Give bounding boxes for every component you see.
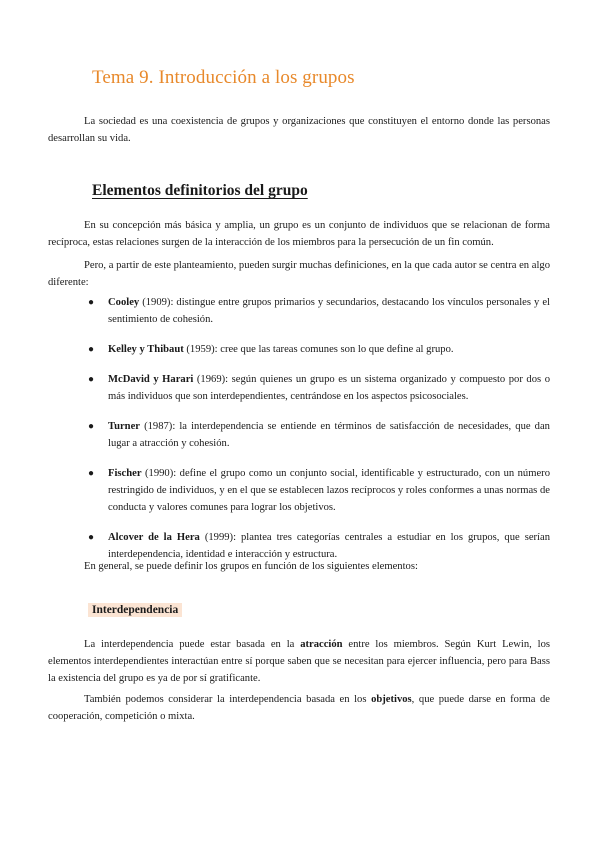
bold-term-objetivos: objetivos bbox=[371, 694, 412, 705]
bullet-icon: ● bbox=[88, 344, 95, 355]
author-name: Turner bbox=[108, 421, 140, 432]
page-title: Tema 9. Introducción a los grupos bbox=[92, 67, 355, 88]
intro-paragraph: La sociedad es una coexistencia de grupos y organizaciones que constituyen el entorno donde las personas desarrollan su vida. bbox=[48, 116, 550, 144]
author-year: (1987) bbox=[139, 421, 173, 432]
author-name: Fischer bbox=[108, 468, 142, 479]
interdependencia-paragraph-1 bbox=[48, 636, 550, 687]
author-text: : según quienes un grupo es un sistema organizado y compuesto por dos o más individuos que son interdependientes, centrándose en los aspectos psicosociales. bbox=[108, 374, 550, 402]
authors-intro-paragraph: Pero, a partir de este planteamiento, pueden surgir muchas definiciones, en la que cada autor se centra en algo diferente: bbox=[48, 260, 550, 288]
author-name: Alcover de la Hera bbox=[108, 532, 200, 543]
author-name: McDavid y Harari bbox=[108, 374, 194, 385]
interdependencia-paragraph-2 bbox=[48, 691, 550, 725]
list-item bbox=[48, 371, 550, 405]
list-item bbox=[48, 294, 550, 328]
bullet-icon: ● bbox=[88, 421, 95, 432]
text-run: También podemos considerar la interdependencia basada en los bbox=[84, 694, 372, 705]
list-item bbox=[48, 465, 550, 516]
author-text: : define el grupo como un conjunto social, identificable y estructurado, con un número restringido de individuos, y en el que se establecen lazos recíprocos y roles conformes a unas normas de conducta y valores comunes para lograr los objetivos. bbox=[108, 468, 550, 513]
general-paragraph: En general, se puede definir los grupos en función de los siguientes elementos: bbox=[84, 561, 418, 572]
list-item bbox=[48, 341, 550, 358]
author-year: (1909) bbox=[139, 297, 171, 308]
bullet-icon: ● bbox=[88, 532, 95, 543]
text-run: entre los miembros. Según Kurt Lewin, los elementos interdependientes interactúan entre sí porque saben que se necesitan para ejercer influencia, pero para Bass la existencia del grupo es ya de por sí gratificante. bbox=[48, 639, 550, 684]
authors-list bbox=[48, 294, 550, 576]
author-year: (1959) bbox=[183, 344, 215, 355]
bullet-icon: ● bbox=[88, 374, 95, 385]
author-text: : la interdependencia se entiende en términos de satisfacción de necesidades, que dan lugar a atracción y cohesión. bbox=[108, 421, 550, 449]
author-text: : cree que las tareas comunes son lo que define al grupo. bbox=[214, 344, 454, 355]
subheading-interdependencia: Interdependencia bbox=[88, 603, 182, 617]
list-item bbox=[48, 418, 550, 452]
bullet-icon: ● bbox=[88, 468, 95, 479]
bold-term-atraccion: atracción bbox=[300, 639, 343, 650]
text-run: , que puede darse en forma de cooperación, competición o mixta. bbox=[48, 694, 550, 722]
author-text: : plantea tres categorías centrales a estudiar en los grupos, que serían interdependencia, identidad e interacción y estructura. bbox=[108, 532, 550, 560]
author-year: (1999) bbox=[199, 532, 234, 543]
bullet-icon: ● bbox=[88, 297, 95, 308]
definition-paragraph: En su concepción más básica y amplia, un grupo es un conjunto de individuos que se relacionan de forma recíproca, estas relaciones surgen de la interacción de los miembros para la persecución de un fin común. bbox=[48, 220, 550, 248]
section-heading-elementos: Elementos definitorios del grupo bbox=[92, 182, 308, 199]
author-year: (1969) bbox=[193, 374, 226, 385]
text-run: La interdependencia puede estar basada en la bbox=[84, 639, 301, 650]
author-year: (1990) bbox=[141, 468, 174, 479]
author-name: Kelley y Thibaut bbox=[108, 344, 184, 355]
author-name: Cooley bbox=[108, 297, 140, 308]
author-text: : distingue entre grupos primarios y secundarios, destacando los vínculos personales y el sentimiento de cohesión. bbox=[108, 297, 550, 325]
